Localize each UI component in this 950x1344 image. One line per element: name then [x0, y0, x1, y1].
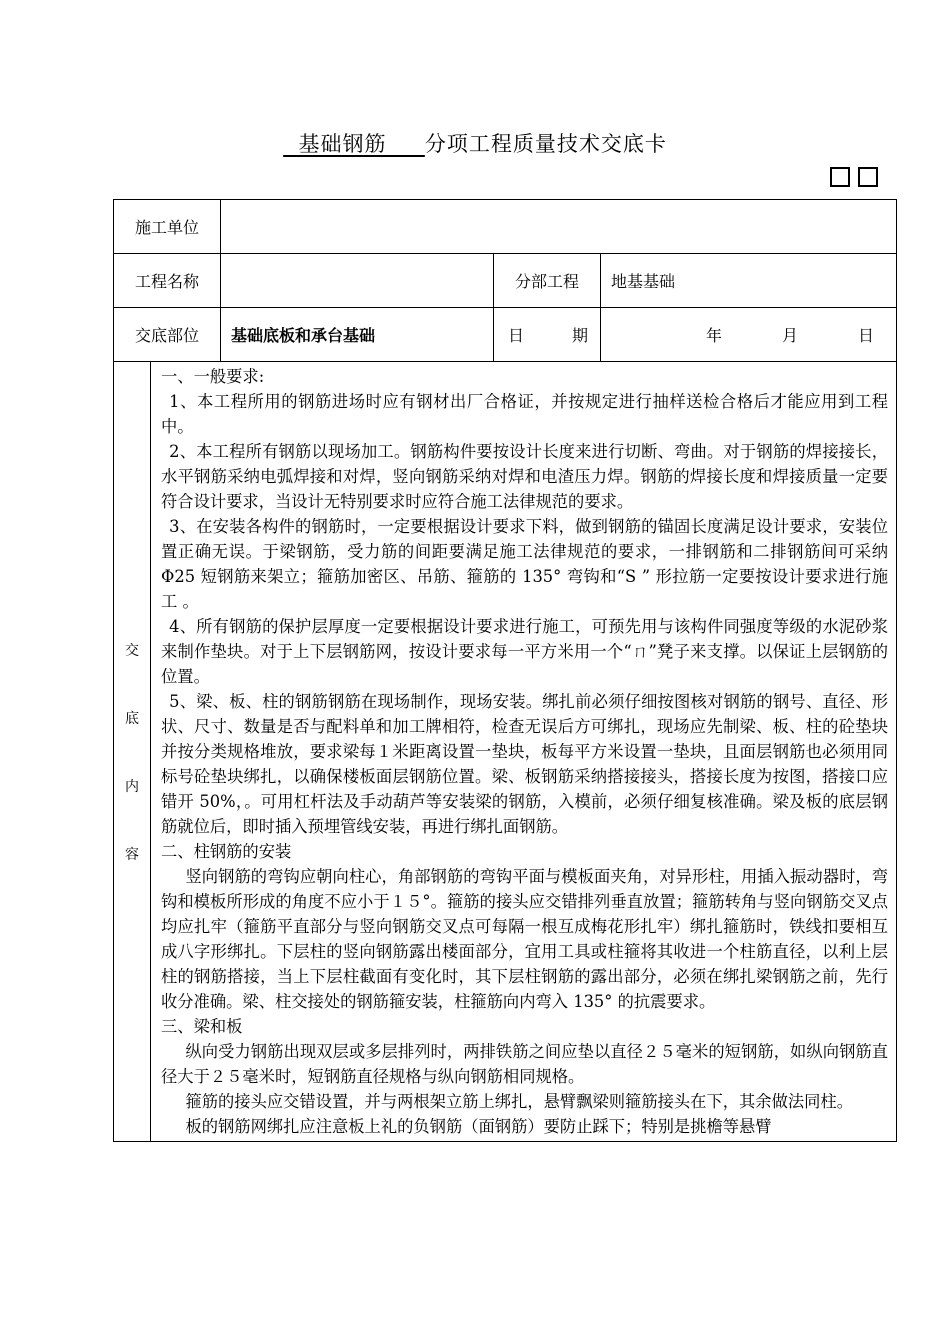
date-year: 年	[706, 326, 723, 345]
section-heading: 一、一般要求:	[161, 367, 265, 386]
side-label-char: 内	[125, 778, 139, 795]
date-value[interactable]	[601, 308, 897, 362]
checkbox-1[interactable]	[830, 167, 850, 187]
page-title	[0, 128, 950, 158]
checkbox-2[interactable]	[858, 167, 878, 187]
division-value[interactable]: 地基基础	[601, 254, 897, 308]
content-paragraph: 3、在安装各构件的钢筋时，一定要根据设计要求下料，做到钢筋的锚固长度满足设计要求，安装位置正确无误。于梁钢筋，受力筋的间距要满足施工法律规范的要求，一排钢筋和二排钢筋间可采纳 Φ25 短钢筋来架立；箍筋加密区、吊筋、箍筋的 135° 弯钩和“S ” 形拉筋一定要按设计要求进行施工 。	[161, 517, 889, 611]
title-text: 分项工程质量技术交底卡	[424, 132, 667, 156]
content-paragraph: 竖向钢筋的弯钩应朝向柱心，角部钢筋的弯钩平面与模板面夹角，对异形柱，用插入振动器时，弯钩和模板所形成的角度不应小于１５°。箍筋的接头应交错排列垂直放置；箍筋转角与竖向钢筋交叉点均应扎牢（箍筋平直部分与竖向钢筋交叉点可每隔一根互成梅花形扎牢）绑扎箍筋时，铁线扣要相互成八字形绑扎。下层柱的竖向钢筋露出楼面部分，宜用工具或柱箍将其收进一个柱筋直径，以利上层柱的钢筋搭接，当上下层柱截面有变化时，其下层柱钢筋的露出部分，必须在绑扎梁钢筋之前，先行收分准确。梁、柱交接处的钢筋箍安装，柱箍筋向内弯入 135° 的抗震要求。	[161, 867, 889, 1011]
date-label	[494, 308, 601, 362]
section-heading: 二、柱钢筋的安装	[161, 842, 292, 861]
content-paragraph: 纵向受力钢筋出现双层或多层排列时，两排铁筋之间应垫以直径２５毫米的短钢筋，如纵向钢筋直径大于２５毫米时，短钢筋直径规格与纵向钢筋相同规格。	[161, 1042, 889, 1086]
side-label-char: 容	[125, 846, 139, 863]
date-label-2: 期	[572, 326, 589, 345]
unit-value[interactable]	[221, 200, 897, 254]
row-project	[114, 254, 897, 308]
unit-label: 施工单位	[114, 200, 221, 254]
content-body	[151, 362, 897, 1142]
row-part	[114, 308, 897, 362]
content-paragraph: 5、梁、板、柱的钢筋钢筋在现场制作，现场安装。绑扎前必须仔细按图核对钢筋的钢号、直径、形状、尺寸、数量是否与配料单和加工牌相符，检查无误后方可绑扎，现场应先制梁、板、柱的砼垫块并按分类规格堆放，要求梁每１米距离设置一垫块，板每平方米设置一垫块，且面层钢筋也必须用同标号砼垫块绑扎，以确保楼板面层钢筋位置。梁、板钢筋采纳搭接接头，搭接长度为按图，搭接口应错开 50%，。可用杠杆法及手动葫芦等安装梁的钢筋，入模前，必须仔细复核准确。梁及板的底层钢筋就位后，即时插入预埋管线安装，再进行绑扎面钢筋。	[161, 692, 889, 836]
content-side-label	[114, 362, 151, 1142]
checkbox-group	[830, 167, 878, 187]
content-paragraph: 1、本工程所用的钢筋进场时应有钢材出厂合格证，并按规定进行抽样送检合格后才能应用到工程中。	[161, 392, 889, 436]
section-heading: 三、梁和板	[161, 1017, 243, 1036]
row-content	[114, 362, 897, 1142]
division-label: 分部工程	[494, 254, 601, 308]
row-unit	[114, 200, 897, 254]
part-value[interactable]: 基础底板和承台基础	[221, 308, 494, 362]
date-day: 日	[858, 326, 875, 345]
content-paragraph: 箍筋的接头应交错设置，并与两根架立筋上绑扎，悬臂飘梁则箍筋接头在下，其余做法同柱。	[185, 1092, 853, 1111]
content-paragraph: 4、所有钢筋的保护层厚度一定要根据设计要求进行施工，可预先用与该构件同强度等级的水泥砂浆来制作垫块。对于上下层钢筋网，按设计要求每一平方米用一个“ㄇ”凳子来支撑。以保证上层钢筋的位置。	[161, 617, 889, 686]
side-label-char: 交	[125, 642, 139, 659]
content-paragraph: 板的钢筋网绑扎应注意板上礼的负钢筋（面钢筋）要防止踩下；特别是挑檐等悬臂	[185, 1117, 772, 1136]
date-month: 月	[782, 326, 799, 345]
side-label-char: 底	[125, 710, 139, 727]
project-value[interactable]	[221, 254, 494, 308]
disclosure-card-table	[113, 199, 897, 1142]
part-label: 交底部位	[114, 308, 221, 362]
title-subject: 基础钢筋	[283, 132, 425, 156]
content-paragraph: 2、本工程所有钢筋以现场加工。钢筋构件要按设计长度来进行切断、弯曲。对于钢筋的焊接接长，水平钢筋采纳电弧焊接和对焊，竖向钢筋采纳对焊和电渣压力焊。钢筋的焊接长度和焊接质量一定要符合设计要求，当设计无特别要求时应符合施工法律规范的要求。	[161, 442, 889, 511]
project-label: 工程名称	[114, 254, 221, 308]
date-label-1: 日	[508, 326, 525, 345]
